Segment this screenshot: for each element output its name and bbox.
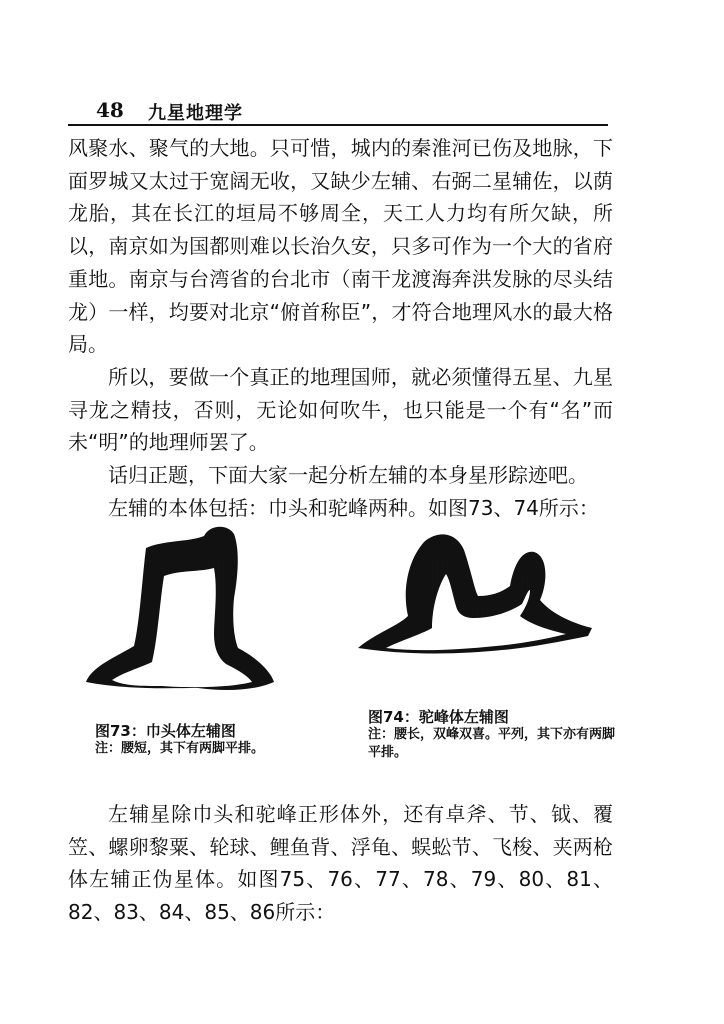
- figure-73-caption-note: 注：腰短，其下有两脚平排。: [95, 741, 265, 756]
- jintou-mountain-illustration: [78, 520, 278, 700]
- figure-73-jintou-mountain: [78, 520, 278, 700]
- figure-74-caption-title: 图74：驼峰体左辅图: [368, 708, 509, 726]
- header-rule: [68, 124, 608, 126]
- paragraph: 左辅星除巾头和驼峰正形体外，还有卓斧、节、钺、覆笠、螺卵黎粟、轮球、鲤鱼背、浮龟、蜈蚣节、飞梭、夹两枪体左辅正伪星体。如图75、76、77、78、79、80、81、82、83、84、85、86所示：: [68, 802, 613, 925]
- figure-73-caption: [95, 722, 325, 758]
- closing-text: [68, 798, 613, 929]
- book-title: 九星地理学: [148, 103, 243, 124]
- paragraph: 左辅的本体包括：巾头和驼峰两种。如图73、74所示：: [108, 495, 599, 520]
- paragraph: 所以，要做一个真正的地理国师，就必须懂得五星、九星寻龙之精技，否则，无论如何吹牛，也只能是一个有“名”而未“明”的地理师罢了。: [68, 364, 613, 455]
- figure-74-tuofeng-mountain: [352, 530, 602, 670]
- page-number: 48: [96, 98, 124, 122]
- figure-74-caption: [368, 708, 618, 762]
- paragraph: 风聚水、聚气的大地。只可惜，城内的秦淮河已伤及地脉，下面罗城又太过于宽阔无收，又缺少左辅、右弼二星辅佐，以荫龙胎，其在长江的垣局不够周全，天工人力均有所欠缺，所以，南京如为国都则难以长治久安，只多可作为一个大的省府重地。南京与台湾省的台北市（南干龙渡海奔洪发脉的尽头结龙）一样，均要对北京“俯首称臣”，才符合地理风水的最大格局。: [68, 136, 613, 357]
- paragraph: 话归正题，下面大家一起分析左辅的本身星形踪迹吧。: [108, 463, 588, 488]
- body-text: [68, 132, 613, 524]
- figure-73-caption-title: 图73：巾头体左辅图: [95, 722, 236, 740]
- figure-74-caption-note: 注：腰长，双峰双喜。平列，其下亦有两脚平排。: [368, 727, 616, 760]
- tuofeng-mountain-illustration: [352, 530, 602, 670]
- page-header: [68, 96, 608, 126]
